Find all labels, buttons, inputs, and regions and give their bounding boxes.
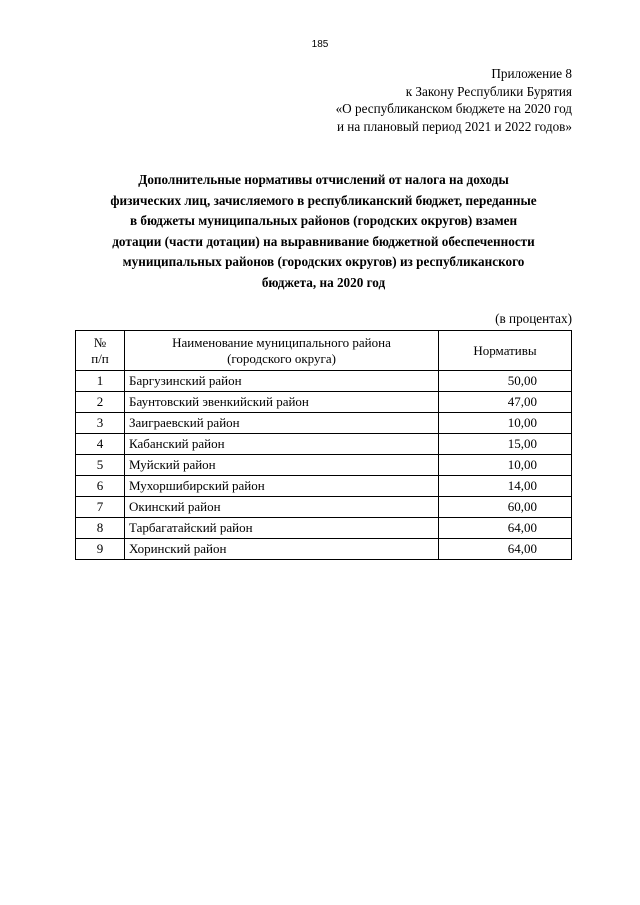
header-name-line: (городского округа) xyxy=(227,350,336,366)
table-row xyxy=(76,539,572,560)
appendix-line: Приложение 8 xyxy=(491,66,572,81)
row-district: Окинский район xyxy=(125,497,439,518)
row-number: 3 xyxy=(76,413,125,434)
title-line: физических лиц, зачисляемого в республиканский бюджет, переданные xyxy=(110,192,537,208)
title-line: Дополнительные нормативы отчислений от налога на доходы xyxy=(138,172,509,187)
header-number xyxy=(76,331,125,371)
row-number: 4 xyxy=(76,434,125,455)
table-row xyxy=(76,518,572,539)
header-name-line: Наименование муниципального района xyxy=(172,335,391,350)
title-line: в бюджеты муниципальных районов (городских округов) взамен xyxy=(129,213,518,228)
row-number: 5 xyxy=(76,455,125,476)
table-row xyxy=(76,413,572,434)
appendix-line: «О республиканском бюджете на 2020 год xyxy=(335,101,572,116)
table-row xyxy=(76,455,572,476)
document-title xyxy=(75,170,572,293)
row-district: Тарбагатайский район xyxy=(125,518,439,539)
header-norms: Нормативы xyxy=(439,331,572,371)
row-district: Хоринский район xyxy=(125,539,439,560)
norms-table xyxy=(75,330,572,560)
row-number: 1 xyxy=(76,371,125,392)
appendix-reference xyxy=(336,65,572,135)
row-number: 8 xyxy=(76,518,125,539)
table-row xyxy=(76,434,572,455)
row-number: 6 xyxy=(76,476,125,497)
row-district: Муйский район xyxy=(125,455,439,476)
row-number: 2 xyxy=(76,392,125,413)
table-row xyxy=(76,476,572,497)
table-row xyxy=(76,371,572,392)
row-norm-value: 14,00 xyxy=(439,476,572,497)
title-line: бюджета, на 2020 год xyxy=(261,274,386,290)
row-district: Кабанский район xyxy=(125,434,439,455)
page-number: 185 xyxy=(311,39,329,50)
table-row xyxy=(76,497,572,518)
row-district: Мухоршибирский район xyxy=(125,476,439,497)
row-norm-value: 64,00 xyxy=(439,518,572,539)
title-line: дотации (части дотации) на выравнивание бюджетной обеспеченности xyxy=(112,233,535,249)
row-district: Заиграевский район xyxy=(125,413,439,434)
row-norm-value: 64,00 xyxy=(439,539,572,560)
row-norm-value: 15,00 xyxy=(439,434,572,455)
row-norm-value: 60,00 xyxy=(439,497,572,518)
header-number-abbr: п/п xyxy=(91,350,109,366)
appendix-line: к Закону Республики Бурятия xyxy=(405,83,572,99)
header-number-symbol: № xyxy=(93,335,107,350)
header-district-name xyxy=(125,331,439,371)
units-note: (в процентах) xyxy=(495,311,572,326)
row-norm-value: 10,00 xyxy=(439,455,572,476)
row-district: Баунтовский эвенкийский район xyxy=(125,392,439,413)
appendix-line: и на плановый период 2021 и 2022 годов» xyxy=(336,118,572,134)
table-header-row xyxy=(76,331,572,371)
row-norm-value: 50,00 xyxy=(439,371,572,392)
row-norm-value: 47,00 xyxy=(439,392,572,413)
row-norm-value: 10,00 xyxy=(439,413,572,434)
row-district: Баргузинский район xyxy=(125,371,439,392)
row-number: 7 xyxy=(76,497,125,518)
row-number: 9 xyxy=(76,539,125,560)
title-line: муниципальных районов (городских округов) из республиканского xyxy=(122,254,525,269)
table-row xyxy=(76,392,572,413)
